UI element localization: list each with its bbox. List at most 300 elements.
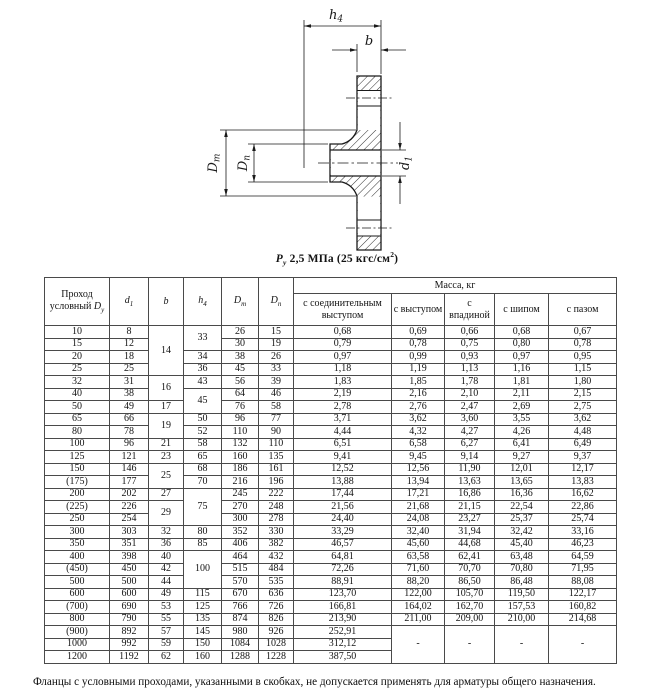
table-cell: 400: [45, 551, 110, 564]
table-cell: 122,17: [549, 588, 617, 601]
table-cell: 515: [222, 563, 259, 576]
table-cell: 96: [222, 413, 259, 426]
table-cell: 80: [45, 426, 110, 439]
table-cell: 2,10: [445, 388, 495, 401]
table-cell: 17,44: [294, 488, 392, 501]
table-cell: 157,53: [495, 601, 549, 614]
table-cell: 15: [259, 326, 294, 339]
table-cell: 26: [259, 351, 294, 364]
table-cell: 64,59: [549, 551, 617, 564]
table-cell: 46,23: [549, 538, 617, 551]
table-cell: 2,11: [495, 388, 549, 401]
table-row: [45, 438, 617, 451]
table-cell: 65: [45, 413, 110, 426]
table-cell: 1028: [259, 638, 294, 651]
table-cell: 19: [149, 413, 184, 438]
table-cell: 76: [222, 401, 259, 414]
table-cell: 535: [259, 576, 294, 589]
table-row: [45, 538, 617, 551]
table-cell: 248: [259, 501, 294, 514]
table-row: [45, 388, 617, 401]
table-row: [45, 513, 617, 526]
table-cell: 300: [45, 526, 110, 539]
table-cell: 0,97: [495, 351, 549, 364]
table-cell: 121: [110, 451, 149, 464]
table-cell: 6,27: [445, 438, 495, 451]
table-cell: 52: [184, 426, 222, 439]
table-cell: 9,27: [495, 451, 549, 464]
table-cell: 2,76: [392, 401, 445, 414]
table-cell: 200: [45, 488, 110, 501]
table-cell: 86,50: [445, 576, 495, 589]
table-cell: 160: [184, 651, 222, 664]
table-row: [45, 476, 617, 489]
table-row: [45, 501, 617, 514]
table-cell: 55: [149, 613, 184, 626]
table-cell: 75: [184, 488, 222, 526]
table-cell: 8: [110, 326, 149, 339]
table-cell: 13,94: [392, 476, 445, 489]
table-cell: 0,95: [549, 351, 617, 364]
table-cell: 252,91: [294, 626, 392, 639]
table-cell: 600: [110, 588, 149, 601]
flange-section-drawing: [0, 0, 656, 272]
table-cell: 2,47: [445, 401, 495, 414]
table-cell: 44,68: [445, 538, 495, 551]
table-cell: 222: [259, 488, 294, 501]
table-cell: 40: [45, 388, 110, 401]
table-cell: 13,65: [495, 476, 549, 489]
table-cell: 38: [110, 388, 149, 401]
table-cell: 406: [222, 538, 259, 551]
table-cell: 254: [110, 513, 149, 526]
table-cell: 1,78: [445, 376, 495, 389]
table-cell: 12,56: [392, 463, 445, 476]
table-cell: 25,37: [495, 513, 549, 526]
table-cell: 21: [149, 438, 184, 451]
table-cell: 16,62: [549, 488, 617, 501]
table-row: [45, 576, 617, 589]
table-cell: 2,15: [549, 388, 617, 401]
table-cell: 500: [110, 576, 149, 589]
table-cell: 72,26: [294, 563, 392, 576]
table-cell: 250: [45, 513, 110, 526]
table-cell: 16,86: [445, 488, 495, 501]
table-cell: 6,49: [549, 438, 617, 451]
table-cell: 1228: [259, 651, 294, 664]
table-cell: 161: [259, 463, 294, 476]
table-cell: 21,15: [445, 501, 495, 514]
table-cell: 32,42: [495, 526, 549, 539]
table-cell: 432: [259, 551, 294, 564]
table-cell: 726: [259, 601, 294, 614]
table-cell: 22,54: [495, 501, 549, 514]
label-d1: d1: [398, 155, 415, 171]
table-cell: 36: [184, 363, 222, 376]
col-header-dn: $D_n$: [259, 278, 294, 326]
table-cell: (700): [45, 601, 110, 614]
table-cell: 33,16: [549, 526, 617, 539]
table-cell: 570: [222, 576, 259, 589]
table-cell: 64: [222, 388, 259, 401]
table-cell: 66: [110, 413, 149, 426]
table-cell: 0,97: [294, 351, 392, 364]
table-cell: 800: [45, 613, 110, 626]
table-cell: 13,83: [549, 476, 617, 489]
table-cell: 4,44: [294, 426, 392, 439]
flange-dimensions-table: [44, 277, 617, 664]
table-cell: 88,20: [392, 576, 445, 589]
table-cell: 160,82: [549, 601, 617, 614]
table-row: [45, 426, 617, 439]
mass-col-header: с впадиной: [445, 294, 495, 326]
table-cell: 826: [259, 613, 294, 626]
table-cell: 26: [222, 326, 259, 339]
table-cell: 63,48: [495, 551, 549, 564]
table-cell: 398: [110, 551, 149, 564]
table-cell: 352: [222, 526, 259, 539]
table-cell: 6,41: [495, 438, 549, 451]
table-cell: 22,86: [549, 501, 617, 514]
table-cell: 892: [110, 626, 149, 639]
table-row: [45, 413, 617, 426]
table-cell: 9,14: [445, 451, 495, 464]
table-cell: 213,90: [294, 613, 392, 626]
table-cell: 145: [184, 626, 222, 639]
table-cell: 58: [259, 401, 294, 414]
table-cell: 1200: [45, 651, 110, 664]
table-cell: 96: [110, 438, 149, 451]
table-cell: 32: [45, 376, 110, 389]
table-cell: 3,71: [294, 413, 392, 426]
table-cell: 64,81: [294, 551, 392, 564]
table-cell: 670: [222, 588, 259, 601]
flange-table-body: [45, 326, 617, 664]
table-cell: 211,00: [392, 613, 445, 626]
table-cell: 450: [110, 563, 149, 576]
table-cell: 0,78: [392, 338, 445, 351]
table-cell: 196: [259, 476, 294, 489]
table-cell: 0,78: [549, 338, 617, 351]
table-cell: 24,40: [294, 513, 392, 526]
table-cell: 0,69: [392, 326, 445, 339]
table-cell: 13,63: [445, 476, 495, 489]
table-cell: (450): [45, 563, 110, 576]
table-cell: 9,41: [294, 451, 392, 464]
table-cell: 12: [110, 338, 149, 351]
table-cell: 45,60: [392, 538, 445, 551]
table-cell: 245: [222, 488, 259, 501]
table-cell: 980: [222, 626, 259, 639]
col-header-dy: Проход условный $D_у$: [45, 278, 110, 326]
table-cell: 29: [149, 501, 184, 526]
table-cell: 33: [184, 326, 222, 351]
table-cell: 0,75: [445, 338, 495, 351]
pressure-caption: $P_у$ 2,5 МПа (25 кгс/$см^2$): [275, 250, 399, 268]
table-cell: 2,19: [294, 388, 392, 401]
table-cell: 30: [222, 338, 259, 351]
table-cell: 4,26: [495, 426, 549, 439]
table-cell: 202: [110, 488, 149, 501]
table-cell: 3,55: [495, 413, 549, 426]
table-cell: 119,50: [495, 588, 549, 601]
table-cell: 21,68: [392, 501, 445, 514]
table-cell: -: [392, 626, 445, 664]
mass-col-header: с соединительным выступом: [294, 294, 392, 326]
mass-col-header: с шипом: [495, 294, 549, 326]
table-cell: 2,16: [392, 388, 445, 401]
dimension-dn: [248, 144, 328, 182]
col-header-d1: $d_1$: [110, 278, 149, 326]
table-row: [45, 588, 617, 601]
table-cell: 1000: [45, 638, 110, 651]
table-cell: 105,70: [445, 588, 495, 601]
table-cell: 24,08: [392, 513, 445, 526]
table-row: [45, 488, 617, 501]
table-cell: 45: [222, 363, 259, 376]
table-cell: 926: [259, 626, 294, 639]
label-b: b: [364, 34, 374, 49]
table-row: [45, 613, 617, 626]
table-cell: 3,62: [392, 413, 445, 426]
label-dm: Dm: [206, 153, 223, 173]
table-cell: 636: [259, 588, 294, 601]
table-cell: 0,66: [445, 326, 495, 339]
table-cell: 25: [110, 363, 149, 376]
table-cell: 88,91: [294, 576, 392, 589]
table-cell: 4,32: [392, 426, 445, 439]
table-cell: 68: [184, 463, 222, 476]
table-cell: 25: [149, 463, 184, 488]
table-cell: 56: [222, 376, 259, 389]
table-cell: 300: [222, 513, 259, 526]
table-cell: 500: [45, 576, 110, 589]
table-cell: 1,81: [495, 376, 549, 389]
table-cell: 57: [149, 626, 184, 639]
table-cell: 39: [259, 376, 294, 389]
table-cell: 166,81: [294, 601, 392, 614]
table-cell: 351: [110, 538, 149, 551]
table-cell: 1192: [110, 651, 149, 664]
table-cell: 0,67: [549, 326, 617, 339]
table-cell: 12,01: [495, 463, 549, 476]
table-cell: 43: [184, 376, 222, 389]
table-cell: 85: [184, 538, 222, 551]
table-row: [45, 626, 617, 639]
table-row: [45, 338, 617, 351]
table-cell: 31,94: [445, 526, 495, 539]
table-cell: 16: [149, 376, 184, 401]
table-cell: 12,17: [549, 463, 617, 476]
table-cell: 46,57: [294, 538, 392, 551]
table-cell: 1,16: [495, 363, 549, 376]
mass-col-header: с пазом: [549, 294, 617, 326]
table-cell: 600: [45, 588, 110, 601]
table-cell: 20: [45, 351, 110, 364]
table-cell: 125: [184, 601, 222, 614]
table-cell: 1,85: [392, 376, 445, 389]
table-cell: 1,15: [549, 363, 617, 376]
table-cell: 1,83: [294, 376, 392, 389]
table-cell: 23,27: [445, 513, 495, 526]
table-cell: 53: [149, 601, 184, 614]
table-cell: 46: [259, 388, 294, 401]
table-cell: 18: [110, 351, 149, 364]
table-cell: 382: [259, 538, 294, 551]
table-cell: 78: [110, 426, 149, 439]
table-cell: 71,95: [549, 563, 617, 576]
table-cell: 80: [184, 526, 222, 539]
table-cell: 146: [110, 463, 149, 476]
table-cell: 209,00: [445, 613, 495, 626]
label-h4: h4: [328, 8, 344, 25]
table-cell: 17: [149, 401, 184, 414]
table-cell: 330: [259, 526, 294, 539]
table-cell: 32: [149, 526, 184, 539]
table-cell: (175): [45, 476, 110, 489]
table-cell: -: [445, 626, 495, 664]
table-cell: 790: [110, 613, 149, 626]
table-cell: 132: [222, 438, 259, 451]
table-cell: 25: [45, 363, 110, 376]
table-cell: 19: [259, 338, 294, 351]
table-cell: 4,48: [549, 426, 617, 439]
table-cell: 303: [110, 526, 149, 539]
flange-drawing-area: [0, 0, 656, 272]
table-cell: 0,99: [392, 351, 445, 364]
table-cell: 270: [222, 501, 259, 514]
table-cell: 135: [259, 451, 294, 464]
col-header-h4: $h_4$: [184, 278, 222, 326]
table-cell: 32,40: [392, 526, 445, 539]
table-cell: 690: [110, 601, 149, 614]
table-cell: 34: [184, 351, 222, 364]
table-cell: 65: [184, 451, 222, 464]
table-cell: 125: [45, 451, 110, 464]
table-row: [45, 363, 617, 376]
table-cell: 2,69: [495, 401, 549, 414]
table-row: [45, 551, 617, 564]
table-cell: 45: [184, 388, 222, 413]
table-cell: 9,37: [549, 451, 617, 464]
table-cell: 4,27: [445, 426, 495, 439]
table-cell: 123,70: [294, 588, 392, 601]
table-cell: 0,79: [294, 338, 392, 351]
table-cell: 186: [222, 463, 259, 476]
table-cell: 33,29: [294, 526, 392, 539]
table-cell: 10: [45, 326, 110, 339]
table-cell: 11,90: [445, 463, 495, 476]
table-cell: 63,58: [392, 551, 445, 564]
table-cell: -: [549, 626, 617, 664]
footnote: Фланцы с условными проходами, указанными в скобках, не допускается применять для арматуры общего назначения.: [33, 676, 596, 688]
table-cell: 31: [110, 376, 149, 389]
table-cell: 86,48: [495, 576, 549, 589]
mass-col-header: с выступом: [392, 294, 445, 326]
table-cell: 6,58: [392, 438, 445, 451]
table-cell: 77: [259, 413, 294, 426]
table-cell: 27: [149, 488, 184, 501]
table-cell: 2,75: [549, 401, 617, 414]
table-cell: 177: [110, 476, 149, 489]
table-cell: 44: [149, 576, 184, 589]
table-cell: 135: [184, 613, 222, 626]
table-cell: 278: [259, 513, 294, 526]
table-cell: 484: [259, 563, 294, 576]
table-cell: 45,40: [495, 538, 549, 551]
table-cell: 1,19: [392, 363, 445, 376]
table-cell: 59: [149, 638, 184, 651]
table-row: [45, 401, 617, 414]
table-cell: 350: [45, 538, 110, 551]
table-cell: 160: [222, 451, 259, 464]
table-cell: 70,70: [445, 563, 495, 576]
table-cell: 70: [184, 476, 222, 489]
table-cell: 1084: [222, 638, 259, 651]
table-cell: 226: [110, 501, 149, 514]
table-cell: 210,00: [495, 613, 549, 626]
table-cell: 17,21: [392, 488, 445, 501]
table-cell: 1,80: [549, 376, 617, 389]
table-cell: 12,52: [294, 463, 392, 476]
table-cell: 71,60: [392, 563, 445, 576]
table-cell: 25,74: [549, 513, 617, 526]
table-cell: 9,45: [392, 451, 445, 464]
table-cell: 13,88: [294, 476, 392, 489]
table-cell: 62: [149, 651, 184, 664]
table-cell: 387,50: [294, 651, 392, 664]
table-row: [45, 376, 617, 389]
table-cell: 0,68: [294, 326, 392, 339]
table-cell: 0,80: [495, 338, 549, 351]
table-cell: 122,00: [392, 588, 445, 601]
mass-group-header: Масса, кг: [294, 278, 617, 294]
table-cell: 42: [149, 563, 184, 576]
table-row: [45, 463, 617, 476]
table-cell: 50: [45, 401, 110, 414]
table-cell: 58: [184, 438, 222, 451]
table-cell: 110: [222, 426, 259, 439]
table-row: [45, 451, 617, 464]
table-cell: 162,70: [445, 601, 495, 614]
table-cell: 6,51: [294, 438, 392, 451]
table-row: [45, 351, 617, 364]
table-cell: 150: [45, 463, 110, 476]
table-cell: 115: [184, 588, 222, 601]
table-cell: 214,68: [549, 613, 617, 626]
table-cell: 766: [222, 601, 259, 614]
table-row: [45, 601, 617, 614]
table-cell: 110: [259, 438, 294, 451]
table-cell: 21,56: [294, 501, 392, 514]
table-row: [45, 326, 617, 339]
table-cell: 14: [149, 326, 184, 376]
table-cell: 88,08: [549, 576, 617, 589]
table-cell: 36: [149, 538, 184, 551]
table-cell: 40: [149, 551, 184, 564]
table-cell: 216: [222, 476, 259, 489]
table-cell: 150: [184, 638, 222, 651]
table-cell: (900): [45, 626, 110, 639]
table-cell: 2,78: [294, 401, 392, 414]
table-cell: (225): [45, 501, 110, 514]
label-dn: Dn: [236, 154, 253, 172]
flange-dimensions-table-wrap: [44, 277, 617, 664]
table-cell: 50: [184, 413, 222, 426]
table-cell: 1288: [222, 651, 259, 664]
table-cell: 0,93: [445, 351, 495, 364]
table-cell: 464: [222, 551, 259, 564]
